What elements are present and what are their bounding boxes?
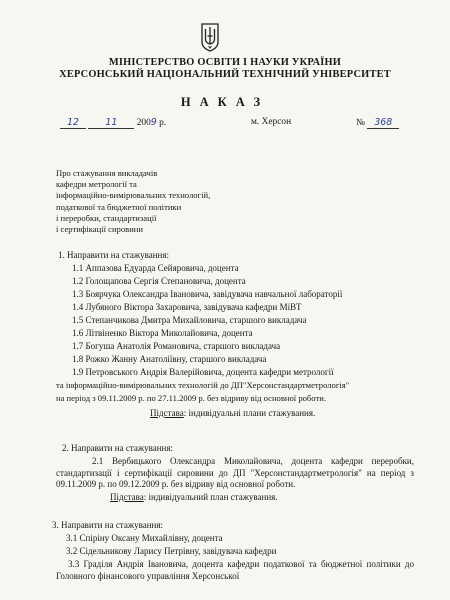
section1-continuation: та інформаційно-вимірювальних технологій до ДП"Херсонстандартметрологія" xyxy=(56,380,350,390)
section3-body: 3.3 Граділя Андрія Івановича, доцента кафедри податкової та бюджетної політики до Головного фінансового управління Херсонської xyxy=(56,559,414,581)
section1-item: 1.5 Степанчикова Дмитра Михайловича, старшого викладача xyxy=(72,315,307,325)
subject-line: і сертифікації сировини xyxy=(56,224,144,235)
basis-text: : індивідуальний план стажування. xyxy=(143,492,278,502)
section1-item: 1.2 Голощапова Сергія Степановича, доцента xyxy=(72,276,246,286)
order-number xyxy=(356,117,399,129)
trident-emblem-icon xyxy=(199,22,221,52)
order-date xyxy=(60,117,166,129)
subject-line: податкової та бюджетної політики xyxy=(56,201,182,212)
date-month: 11 xyxy=(88,117,134,129)
section1-item: 1.6 Літвіненко Віктора Миколайовича, доцента xyxy=(72,328,253,338)
section3-item: 3.1 Спіріну Оксану Михайлівну, доцента xyxy=(66,533,223,543)
section3-item: 3.2 Сідельникову Ларису Петрівну, завідувача кафедри xyxy=(66,546,277,556)
order-city: м. Херсон xyxy=(251,117,292,127)
subject-line: інформаційно-вимірювальних технологій, xyxy=(56,190,211,201)
section1-item: 1.7 Богуша Анатолія Романовича, старшого викладача xyxy=(72,341,281,351)
section3-heading: 3. Направити на стажування: xyxy=(52,520,163,530)
subject-line: Про стажування викладачів xyxy=(56,168,158,178)
number-value: 368 xyxy=(367,117,399,129)
ministry-title: МІНІСТЕРСТВО ОСВІТИ І НАУКИ УКРАЇНИ xyxy=(108,57,342,68)
number-sign: № xyxy=(356,118,365,128)
section1-basis xyxy=(150,408,315,418)
basis-text: : індивідуальні плани стажування. xyxy=(183,408,316,418)
basis-label: Підстава xyxy=(150,408,184,418)
section2-heading: 2. Направити на стажування: xyxy=(62,443,173,453)
order-subject xyxy=(56,168,210,235)
university-title: ХЕРСОНСЬКИЙ НАЦІОНАЛЬНИЙ ТЕХНІЧНИЙ УНІВЕРСИТЕТ xyxy=(59,69,391,80)
section1-item: 1.3 Боярчука Олександра Івановича, завідувача навчальної лабораторії xyxy=(72,289,343,299)
section2-body: 2.1 Вербицького Олександра Миколайовича, доцента кафедри переробки, стандартизації і сертифікації сировини до ДП "Херсонстандартметрологія" на період з 09.11.2009 р. по 09.12.2009 р. без відриву від основної роботи. xyxy=(56,456,414,489)
subject-line: і переробки, стандартизації xyxy=(56,212,157,223)
subject-line: кафедри метрології та xyxy=(56,179,137,190)
section1-item: 1.1 Аппазова Едуарда Сейяровича, доцента xyxy=(72,263,239,273)
section2-basis xyxy=(110,492,278,502)
order-title: НАКАЗ xyxy=(180,95,270,109)
basis-label: Підстава xyxy=(110,492,144,502)
date-year-prefix: 200 xyxy=(136,118,151,128)
date-year-suffix: 9 xyxy=(150,117,157,128)
section1-item: 1.4 Лубяного Віктора Захаровича, завідувача кафедри МіВТ xyxy=(72,302,302,312)
section1-item: 1.8 Рожко Жанну Анатоліївну, старшого викладача xyxy=(72,354,267,364)
date-day: 12 xyxy=(60,117,86,129)
date-year-unit: р. xyxy=(159,118,167,128)
section1-heading: 1. Направити на стажування: xyxy=(58,250,169,260)
section1-continuation: на період з 09.11.2009 р. по 27.11.2009 р. без відриву від основної роботи. xyxy=(56,393,326,403)
section1-item: 1.9 Петровського Андрія Валерійовича, доцента кафедри метрології xyxy=(72,367,334,377)
